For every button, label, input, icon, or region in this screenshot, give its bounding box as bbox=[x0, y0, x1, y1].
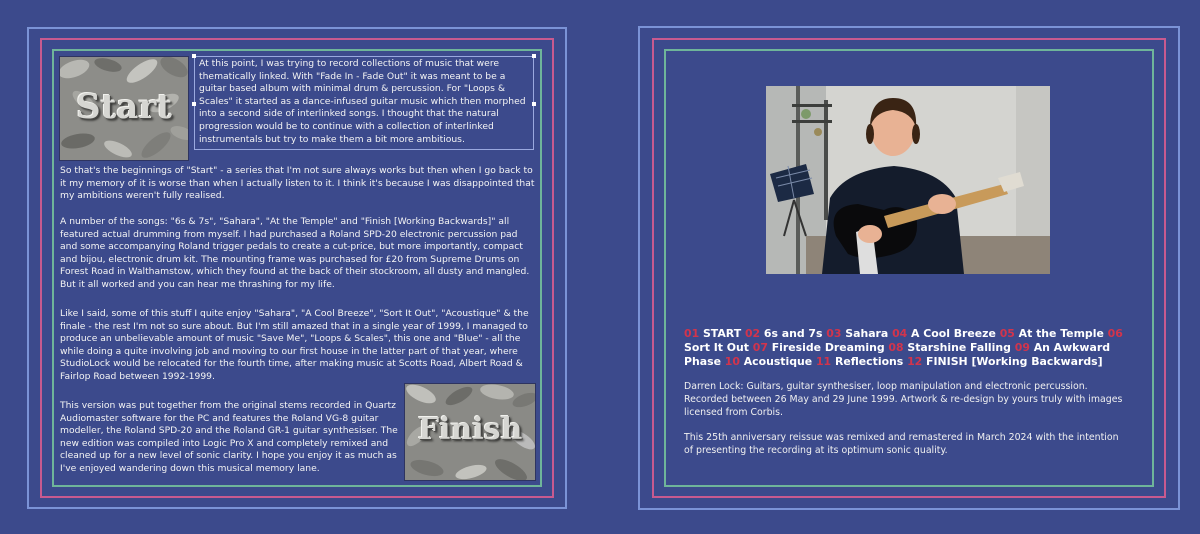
track-item: 07 Fireside Dreaming bbox=[752, 341, 885, 354]
selection-handle-mid-right[interactable] bbox=[532, 102, 536, 106]
right-booklet-page bbox=[600, 0, 1200, 534]
body-paragraph-1: So that's the beginnings of "Start" - a series that I'm not sure always works but then when I go back to it my memory of it is worse than when I actually listen to it. I think it's because I was disappointed that my ambitions weren't fully realised. bbox=[60, 165, 535, 202]
guitarist-photo bbox=[766, 86, 1050, 274]
closing-paragraph: This version was put together from the original stems recorded in Quartz Audiomaster software for the PC and features the Roland VG-8 guitar modeller, the Roland SPD-20 and the Roland GR-1 guitar synthesiser. The new edition was compiled into Logic Pro X and completely remixed and cleaned up for a new level of sonic clarity. I hope you enjoy it as much as I've enjoyed wandering down this musical memory lane. bbox=[60, 400, 398, 474]
track-item: 04 A Cool Breeze bbox=[892, 327, 996, 340]
finish-title-word: Finish bbox=[417, 412, 523, 447]
credits-block bbox=[684, 380, 1124, 469]
selection-handle-top-right[interactable] bbox=[532, 54, 536, 58]
selection-handle-mid-left[interactable] bbox=[192, 102, 196, 106]
start-title-word: Start bbox=[76, 87, 172, 127]
tracklist bbox=[684, 327, 1136, 369]
finish-title-image bbox=[404, 383, 536, 481]
track-item: 01 START bbox=[684, 327, 742, 340]
body-paragraph-3: Like I said, some of this stuff I quite enjoy "Sahara", "A Cool Breeze", "Sort It Out", "Acoustique" & the finale - the rest I'm not so sure about. But I'm still amazed that in a single year of 1999, I managed to produce an unbelievable amount of music "Save Me", "Loops & Scales", this one and "Blue" - all the while doing a quite involving job and moving to our first house in the latter part of that year, where StudioLock would be relocated for the fourth time, after making music at Scotts Road, Albert Road & Fairlop Road between 1992-1999. bbox=[60, 308, 529, 382]
start-title-image bbox=[59, 56, 189, 161]
selection-handle-top-left[interactable] bbox=[192, 54, 196, 58]
body-paragraph-2: A number of the songs: "6s & 7s", "Sahara", "At the Temple" and "Finish [Working Backwards]" all featured actual drumming from myself. I had purchased a Roland SPD-20 electronic percussion pad and some accompanying Roland trigger pedals to create a cut-price, but more importantly, compact and bijou, electronic drum kit. The mounting frame was purchased for £20 from Supreme Drums on Forest Road in Walthamstow, which they found at the back of their stockroom, all dusty and mangled. But it all worked and you can hear me thrashing for my life. bbox=[60, 216, 530, 290]
track-item: 12 FINISH [Working Backwards] bbox=[907, 355, 1103, 368]
track-item: 09 An Awkward Phase bbox=[684, 341, 1110, 368]
guitarist-photo-image bbox=[766, 86, 1050, 274]
reissue-note: This 25th anniversary reissue was remixed and remastered in March 2024 with the intention of presenting the recording at its optimum sonic quality. bbox=[684, 432, 1119, 456]
track-item: 05 At the Temple bbox=[999, 327, 1104, 340]
intro-text-box[interactable] bbox=[194, 56, 534, 150]
track-item: 03 Sahara bbox=[826, 327, 889, 340]
credits-paragraph: Darren Lock: Guitars, guitar synthesiser, loop manipulation and electronic percussion. Recorded between 26 May and 29 June 1999. Artwork & re-design by yours truly with images licensed from Corbis. bbox=[684, 381, 1123, 418]
track-item: 10 Acoustique bbox=[724, 355, 813, 368]
track-item: 02 6s and 7s bbox=[744, 327, 823, 340]
intro-paragraph: At this point, I was trying to record collections of music that were thematically linked. With "Fade In - Fade Out" it was meant to be a guitar based album with minimal drum & percussion. For "Loops & Scales" it started as a dance-infused guitar music which then morphed into a second side of interlinked songs. I thought that the natural progression would be to continue with a collection of interlinked instrumentals but try to make them a bit more ambitious. bbox=[199, 58, 526, 145]
track-item: 06 Sort It Out bbox=[684, 327, 1123, 354]
track-item: 11 Reflections bbox=[815, 355, 904, 368]
track-item: 08 Starshine Falling bbox=[888, 341, 1011, 354]
